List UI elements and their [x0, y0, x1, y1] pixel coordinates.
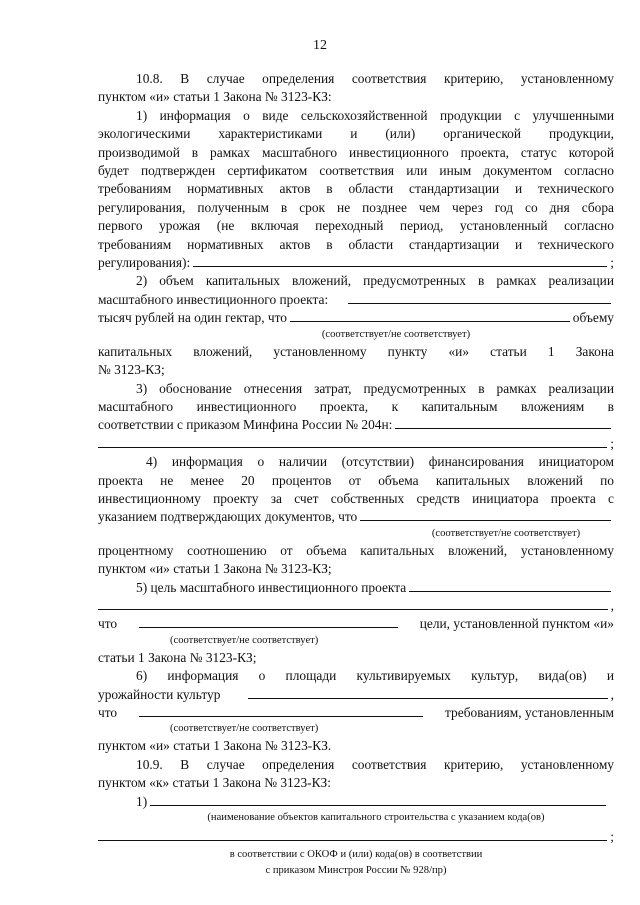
- item-5-compliance-blank[interactable]: [139, 615, 398, 628]
- item-5-hint: (соответствует/не соответствует): [170, 634, 319, 646]
- item-6-compliance-row: что требованиям, установленным: [98, 705, 614, 720]
- item-1-answer-row: регулирования): ;: [98, 255, 614, 271]
- section-10-9-hint-1: (наименование объектов капитального строительства с указанием кода(ов): [207, 812, 545, 824]
- item-4-line: 4) информация о наличии (отсутствии) финансирования инициатором: [146, 454, 614, 470]
- section-10-9-hint-2: в соответствии с ОКОФ и (или) кода(ов) в соответствии: [229, 849, 483, 861]
- item-6-hint: (соответствует/не соответствует): [170, 723, 319, 735]
- item-6-compliance-blank[interactable]: [139, 704, 423, 717]
- item-3-blank-2[interactable]: [98, 435, 607, 448]
- section-10-8-intro-cont: пунктом «и» статьи 1 Закона № 3123-КЗ:: [98, 89, 332, 105]
- item-1-line: будет подтвержден сертификатом соответствия или иным документом согласно: [98, 163, 614, 179]
- item-5-goal-blank-2[interactable]: [98, 597, 608, 610]
- item-6-line: 6) информация о площади культивируемых культур, вида(ов) и: [136, 668, 614, 684]
- item-4-line: процентному соотношению от объема капитальных вложений, установленному: [98, 542, 614, 558]
- item-1-line: первого урожая (не включая переходный период, установленный согласно: [98, 218, 614, 234]
- item-6-crops-row: урожайности культур ,: [98, 686, 614, 702]
- item-3-line: 3) обоснование отнесения затрат, предусмотренных в рамках реализации: [136, 380, 614, 396]
- item-4-answer-row: указанием подтверждающих документов, что: [98, 508, 614, 526]
- item-5-row: 5) цель масштабного инвестиционного проекта: [98, 579, 614, 597]
- item-6-crops-blank[interactable]: [248, 686, 607, 699]
- item-1-paragraph: [98, 107, 614, 273]
- section-10-9-item-1-blank-2[interactable]: [98, 828, 607, 841]
- item-1-line: требованиям нормативных актов в области стандартизации и технического: [98, 236, 614, 252]
- item-2-hint: (соответствует/не соответствует): [321, 328, 471, 340]
- item-4-blank[interactable]: [360, 508, 611, 521]
- item-2-line: 2) объем капитальных вложений, предусмотренных в рамках реализации: [136, 273, 614, 289]
- item-5-row-2: ,: [98, 597, 614, 615]
- page-number: 12: [313, 38, 327, 53]
- item-3-answer-row: соответствии с приказом Минфина России № 204н:: [98, 416, 614, 434]
- item-5-compliance-row: что цели, установленной пунктом «и»: [98, 616, 614, 632]
- item-1-line: регулирования, полученным в срок не позднее чем через год со дня сбора: [98, 199, 614, 215]
- section-10-9-item-1-blank[interactable]: [150, 793, 606, 806]
- section-10-9-intro: 10.9. В случае определения соответствия критерию, установленному: [136, 756, 614, 772]
- item-4-hint: (соответствует/не соответствует): [431, 527, 581, 539]
- section-10-8-intro: 10.8. В случае определения соответствия критерию, установленному: [136, 71, 614, 86]
- document-body: [98, 70, 614, 877]
- item-3-blank[interactable]: [395, 416, 611, 429]
- item-1-line: экологическими характеристиками и (или) органической продукции,: [98, 126, 614, 142]
- section-10-9-intro-cont: пунктом «к» статьи 1 Закона № 3123-КЗ:: [98, 775, 331, 791]
- item-4-line: инвестиционному проекту за счет собственных средств инициатора проекта с: [98, 490, 614, 506]
- item-4-line: пунктом «и» статьи 1 Закона № 3123-КЗ;: [98, 561, 332, 577]
- section-10-9-item-1-row-2: ;: [98, 828, 614, 846]
- item-3-answer-row-2: ;: [98, 435, 614, 453]
- item-2-volume-blank[interactable]: [348, 291, 611, 304]
- item-4-line: проекта не менее 20 процентов от объема капитальных вложений по: [98, 472, 614, 488]
- item-1-line: требованиям нормативных актов в области стандартизации и технического: [98, 181, 614, 197]
- item-2-compliance-row: тысяч рублей на один гектар, что объему: [98, 310, 614, 326]
- section-10-9-hint-3: с приказом Минстроя России № 928/пр): [265, 865, 447, 877]
- item-5-line: статьи 1 Закона № 3123-КЗ;: [98, 649, 257, 665]
- section-10-9-item-1-row: 1): [98, 793, 614, 811]
- item-1-blank[interactable]: [193, 254, 607, 267]
- item-2-line: капитальных вложений, установленному пункту «и» статьи 1 Закона: [98, 343, 614, 359]
- item-6-line: пунктом «и» статьи 1 Закона № 3123-КЗ.: [98, 738, 332, 754]
- item-2-line: № 3123-КЗ;: [98, 362, 165, 378]
- item-1-line: производимой в рамках масштабного инвестиционного проекта, статус которой: [98, 144, 614, 160]
- item-2-volume-row: масштабного инвестиционного проекта:: [98, 291, 614, 309]
- item-3-line: масштабного инвестиционного проекта, к капитальным вложениям в: [98, 398, 614, 414]
- item-5-goal-blank[interactable]: [409, 579, 611, 592]
- item-1-line: 1) информация о виде сельскохозяйственной продукции с улучшенными: [136, 107, 614, 123]
- item-2-compliance-blank[interactable]: [290, 309, 570, 322]
